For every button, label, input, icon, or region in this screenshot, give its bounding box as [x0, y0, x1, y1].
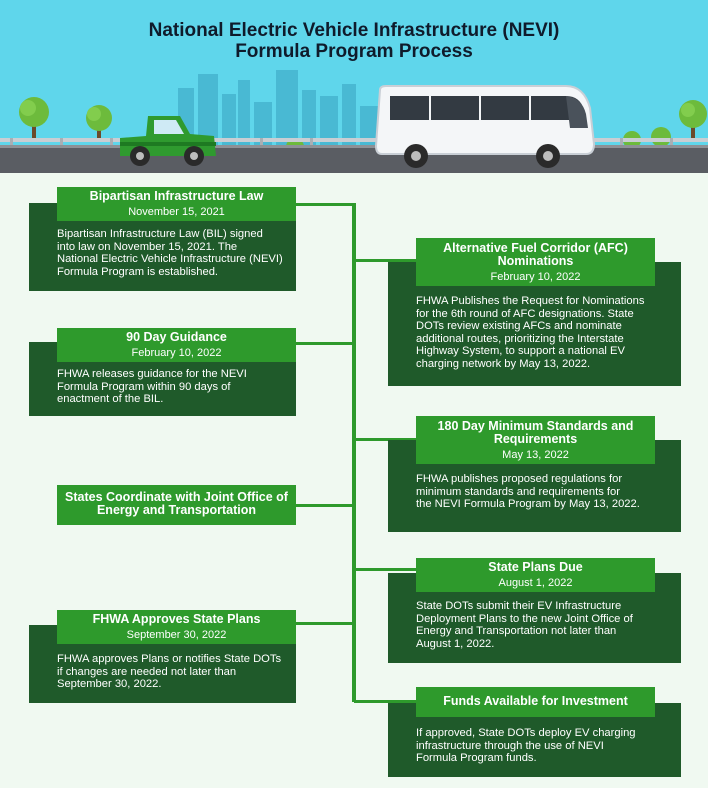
text-line: National Electric Vehicle Infrastructure (NEVI) [57, 253, 283, 265]
title-line-1: National Electric Vehicle Infrastructure (NEVI) [148, 20, 560, 41]
step-header [416, 687, 655, 717]
text-line: September 30, 2022. [57, 678, 162, 690]
step-title: States Coordinate with Joint Office of [65, 490, 288, 504]
step-description [416, 727, 678, 765]
step-title: Bipartisan Infrastructure Law [89, 189, 264, 203]
step-description [57, 653, 293, 691]
step-title-2: Nominations [497, 254, 574, 268]
step-title-2: Energy and Transportation [96, 503, 257, 517]
step-states-coordinate [57, 485, 296, 525]
step-date: November 15, 2021 [128, 206, 225, 218]
header-illustration [0, 0, 708, 173]
connector-bil [296, 203, 354, 206]
step-description [416, 295, 678, 370]
step-title: 90 Day Guidance [126, 330, 227, 344]
text-line: FHWA publishes proposed regulations for [416, 473, 623, 485]
text-line: If approved, State DOTs deploy EV charging [416, 727, 636, 739]
step-header [57, 187, 296, 221]
step-description [416, 600, 678, 650]
step-title: FHWA Approves State Plans [92, 612, 261, 626]
pickup-truck-icon [118, 112, 218, 170]
connector-coordinate [296, 504, 354, 507]
text-line: Formula Program funds. [416, 752, 537, 764]
text-line: charging network by May 13, 2022. [416, 357, 591, 370]
step-description [57, 228, 293, 278]
title-line-2: Formula Program Process [235, 41, 473, 62]
text-line: minimum standards and requirements for [416, 485, 620, 498]
step-description [57, 368, 293, 406]
step-date: February 10, 2022 [131, 347, 222, 359]
text-line: the NEVI Formula Program by May 13, 2022. [416, 498, 640, 510]
text-line: FHWA releases guidance for the NEVI [57, 368, 247, 380]
step-header [416, 416, 655, 464]
connector-approves [296, 622, 354, 625]
step-header [57, 328, 296, 362]
text-line: Formula Program within 90 days of [57, 380, 231, 393]
step-date: August 1, 2022 [498, 577, 573, 589]
text-line: Deployment Plans to the new Joint Office of [416, 612, 633, 625]
text-line: FHWA Publishes the Request for Nominations [416, 295, 645, 307]
step-description [416, 473, 678, 511]
step-title: 180 Day Minimum Standards and [437, 419, 634, 433]
step-title: Alternative Fuel Corridor (AFC) [443, 241, 628, 255]
text-line: Bipartisan Infrastructure Law (BIL) signed [57, 228, 263, 240]
text-line: infrastructure through the use of NEVI [416, 739, 604, 752]
timeline-line [352, 203, 356, 702]
text-line: DOTs review existing AFCs and nominate [416, 320, 622, 332]
step-title: State Plans Due [488, 560, 583, 574]
step-header [416, 238, 655, 286]
step-title-2: Requirements [493, 432, 578, 446]
text-line: Energy and Transportation not later than [416, 625, 617, 637]
text-line: for the 6th round of AFC designations. State [416, 307, 634, 320]
text-line: State DOTs submit their EV Infrastructure [416, 600, 622, 612]
text-line: Formula Program is established. [57, 265, 219, 278]
text-line: August 1, 2022. [416, 637, 495, 650]
road-icon [0, 148, 708, 173]
step-header [416, 558, 655, 592]
step-date: September 30, 2022 [126, 629, 227, 641]
text-line: additional routes, prioritizing the Interstate [416, 332, 624, 345]
step-header [57, 610, 296, 644]
step-title: Funds Available for Investment [443, 694, 628, 708]
step-date: February 10, 2022 [490, 271, 581, 283]
text-line: FHWA approves Plans or notifies State DOTs [57, 653, 282, 665]
bus-icon [370, 84, 598, 170]
text-line: enactment of the BIL. [57, 393, 164, 405]
connector-plans [354, 568, 416, 571]
connector-guidance [296, 342, 354, 345]
step-date: May 13, 2022 [502, 449, 569, 461]
text-line: Highway System, to support a national EV [416, 345, 625, 357]
text-line: into law on November 15, 2021. The [57, 240, 238, 253]
text-line: if changes are needed not later than [57, 665, 237, 678]
